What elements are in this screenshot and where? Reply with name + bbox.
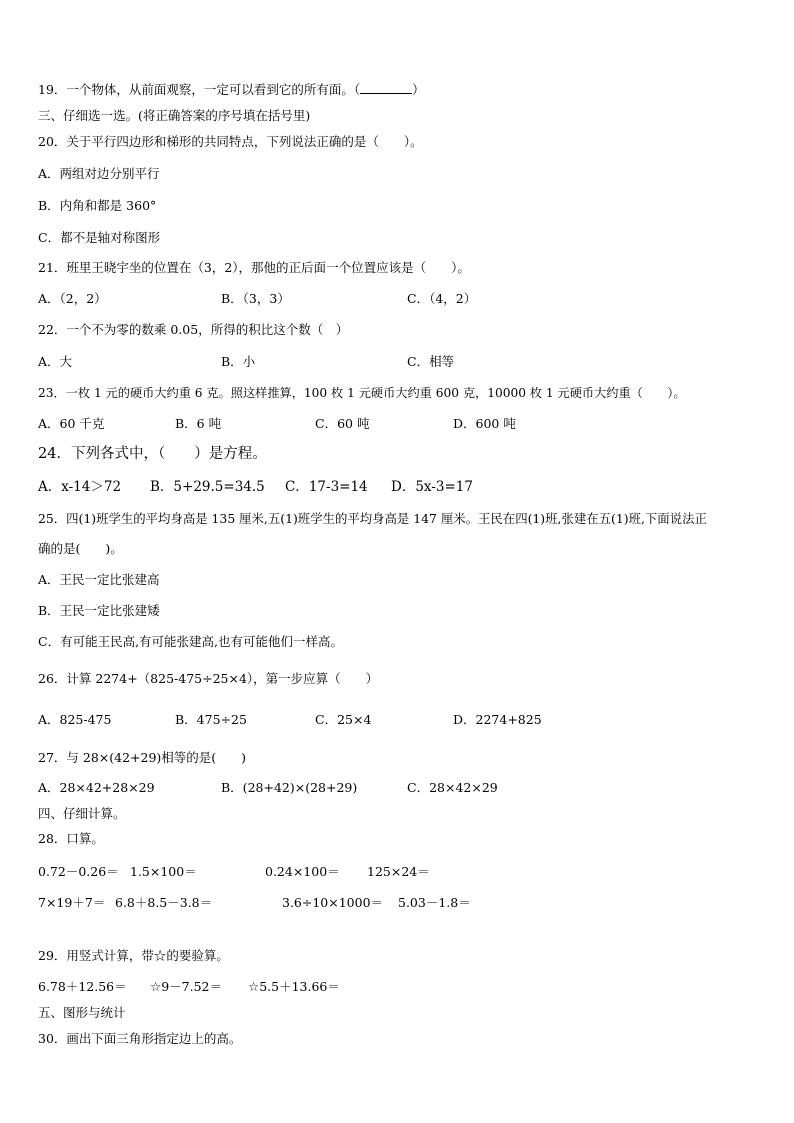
question-21-option-a[interactable]: A．（2，2） xyxy=(38,291,107,306)
question-24-stem: 24．下列各式中，（ ）是方程。 xyxy=(38,446,267,462)
question-19 xyxy=(38,82,425,98)
question-26-option-c[interactable]: C．25×4 xyxy=(315,712,372,727)
question-20-option-a[interactable]: A．两组对边分别平行 xyxy=(38,166,160,181)
question-23-option-d[interactable]: D．600 吨 xyxy=(453,416,516,431)
section-4-heading: 四、仔细计算。 xyxy=(38,806,126,821)
vertical-calc-item: 6.78＋12.56＝ xyxy=(38,979,127,994)
vertical-calc-item: ☆9－7.52＝ xyxy=(150,979,222,994)
mental-calc-item: 7×19＋7＝ xyxy=(38,895,106,910)
question-25-option-b[interactable]: B．王民一定比张建矮 xyxy=(38,603,160,618)
question-21-stem: 21．班里王晓宇坐的位置在（3，2），那他的正后面一个位置应该是（ ）。 xyxy=(38,260,470,275)
question-25-option-c[interactable]: C．有可能王民高,有可能张建高,也有可能他们一样高。 xyxy=(38,634,344,649)
question-19-close: ） xyxy=(412,82,425,97)
question-30-stem: 30．画出下面三角形指定边上的高。 xyxy=(38,1031,242,1046)
question-25-option-a[interactable]: A．王民一定比张建高 xyxy=(38,572,160,587)
question-22-option-c[interactable]: C．相等 xyxy=(407,354,455,369)
question-23-option-c[interactable]: C．60 吨 xyxy=(315,416,370,431)
question-24-option-a[interactable]: A．x-14＞72 xyxy=(38,479,122,495)
question-22-stem: 22．一个不为零的数乘 0.05，所得的积比这个数（ ） xyxy=(38,322,349,337)
question-25-stem-line1: 25．四(1)班学生的平均身高是 135 厘米,五(1)班学生的平均身高是 147 厘米。王民在四(1)班,张建在五(1)班,下面说法正 xyxy=(38,511,707,526)
question-27-stem: 27．与 28×(42+29)相等的是( ) xyxy=(38,750,247,765)
question-23-option-b[interactable]: B．6 吨 xyxy=(175,416,222,431)
question-27-option-a[interactable]: A．28×42+28×29 xyxy=(38,780,155,795)
question-26-option-d[interactable]: D．2274+825 xyxy=(453,712,542,727)
answer-blank[interactable] xyxy=(360,82,412,94)
question-25-stem-line2: 确的是( )。 xyxy=(38,541,123,556)
question-22-option-b[interactable]: B．小 xyxy=(221,354,256,369)
section-3-heading: 三、仔细选一选。(将正确答案的序号填在括号里) xyxy=(38,108,311,123)
mental-calc-item: 6.8＋8.5－3.8＝ xyxy=(115,895,213,910)
mental-calc-item: 125×24＝ xyxy=(367,864,430,879)
question-24-option-b[interactable]: B．5+29.5=34.5 xyxy=(150,479,265,495)
question-21-option-c[interactable]: C．（4，2） xyxy=(407,291,477,306)
mental-calc-item: 3.6÷10×1000＝ xyxy=(282,895,384,910)
question-26-option-a[interactable]: A．825-475 xyxy=(38,712,112,727)
question-28-stem: 28．口算。 xyxy=(38,831,104,846)
question-24-option-c[interactable]: C．17-3=14 xyxy=(285,479,368,495)
mental-calc-item: 0.72－0.26＝ xyxy=(38,864,119,879)
question-26-stem: 26．计算 2274+（825-475÷25×4），第一步应算（ ） xyxy=(38,671,379,686)
question-27-option-c[interactable]: C．28×42×29 xyxy=(407,780,498,795)
question-23-stem: 23．一枚 1 元的硬币大约重 6 克。照这样推算，100 枚 1 元硬币大约重 600 克，10000 枚 1 元硬币大约重（ ）。 xyxy=(38,386,686,400)
question-27-option-b[interactable]: B．(28+42)×(28+29) xyxy=(221,780,358,795)
section-5-heading: 五、图形与统计 xyxy=(38,1005,126,1020)
vertical-calc-item: ☆5.5＋13.66＝ xyxy=(248,979,340,994)
question-20-option-c[interactable]: C．都不是轴对称图形 xyxy=(38,230,161,245)
question-29-stem: 29．用竖式计算，带☆的要验算。 xyxy=(38,948,229,963)
question-21-option-b[interactable]: B．（3，3） xyxy=(221,291,290,306)
question-20-option-b[interactable]: B．内角和都是 360° xyxy=(38,198,157,213)
question-19-text: 19．一个物体，从前面观察，一定可以看到它的所有面。（ xyxy=(38,82,361,97)
question-22-option-a[interactable]: A．大 xyxy=(38,354,73,369)
question-24-option-d[interactable]: D．5x-3=17 xyxy=(391,479,473,495)
mental-calc-item: 0.24×100＝ xyxy=(265,864,340,879)
question-23-option-a[interactable]: A．60 千克 xyxy=(38,416,105,431)
mental-calc-item: 1.5×100＝ xyxy=(130,864,197,879)
mental-calc-item: 5.03－1.8＝ xyxy=(398,895,471,910)
question-26-option-b[interactable]: B．475÷25 xyxy=(175,712,247,727)
question-20-stem: 20．关于平行四边形和梯形的共同特点，下列说法正确的是（ ）。 xyxy=(38,134,423,149)
